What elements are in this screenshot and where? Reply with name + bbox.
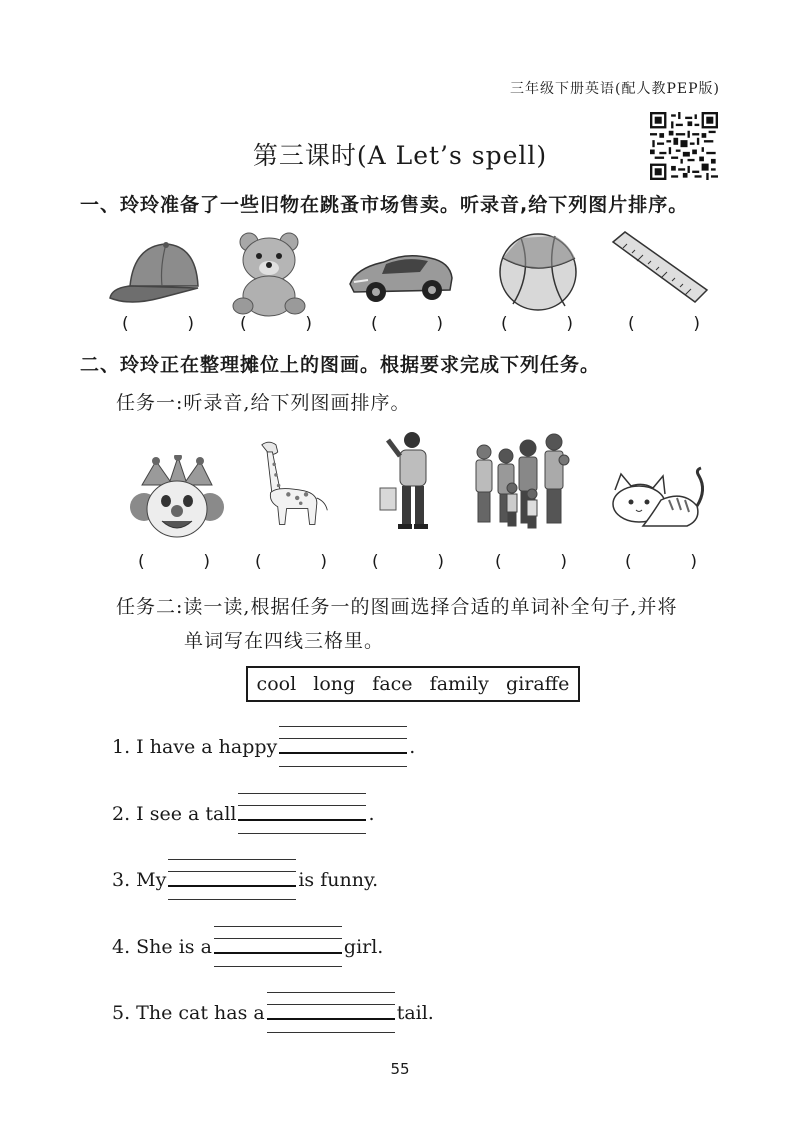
- sentence-text: 5. The cat has a: [112, 1002, 265, 1024]
- answer-parentheses[interactable]: ( ): [255, 552, 327, 572]
- section1-heading: 一、玲玲准备了一些旧物在跳蚤市场售卖。听录音,给下列图片排序。: [80, 194, 689, 216]
- family-icon: [470, 428, 580, 534]
- sentence-row: [112, 791, 375, 837]
- sentence-row: [112, 857, 378, 903]
- answer-parentheses[interactable]: ( ): [628, 314, 700, 334]
- page-number: 55: [390, 1060, 410, 1078]
- answer-parentheses[interactable]: ( ): [501, 314, 573, 334]
- sentence-text-end: .: [409, 736, 416, 758]
- task2-heading: 任务二:读一读,根据任务一的图画选择合适的单词补全句子,并将: [116, 596, 678, 618]
- sentence-text-end: girl.: [343, 936, 384, 958]
- series-note: 三年级下册英语(配人教PEP版): [510, 81, 720, 97]
- sentence-text: 3. My: [112, 869, 167, 891]
- sentence-row: [112, 990, 434, 1036]
- four-line-writing-slot[interactable]: [168, 857, 296, 903]
- four-line-writing-slot[interactable]: [238, 791, 366, 837]
- four-line-writing-slot[interactable]: [279, 724, 407, 770]
- answer-parentheses[interactable]: ( ): [122, 314, 194, 334]
- word-bank-item: long: [313, 673, 356, 695]
- task2-heading-continued: 单词写在四线三格里。: [184, 630, 385, 652]
- task1-heading: 任务一:听录音,给下列图画排序。: [116, 392, 411, 414]
- cool-person-icon: [356, 430, 466, 534]
- clown-face-icon: [122, 455, 232, 547]
- teddy-bear-icon: [213, 228, 323, 320]
- sentence-text-end: .: [368, 803, 375, 825]
- giraffe-icon: [236, 436, 346, 528]
- answer-parentheses[interactable]: ( ): [625, 552, 697, 572]
- sentence-text: 1. I have a happy: [112, 736, 278, 758]
- lesson-title: 第三课时(A Let’s spell): [252, 141, 548, 170]
- answer-parentheses[interactable]: ( ): [495, 552, 567, 572]
- word-bank-item: family: [429, 673, 489, 695]
- answer-parentheses[interactable]: ( ): [371, 314, 443, 334]
- cat-icon: [603, 460, 713, 552]
- ball-icon: [483, 228, 593, 320]
- sentence-text-end: tail.: [396, 1002, 434, 1024]
- sentence-text-end: is funny.: [298, 869, 379, 891]
- cap-icon: [100, 228, 210, 320]
- answer-parentheses[interactable]: ( ): [138, 552, 210, 572]
- toy-car-icon: [346, 228, 456, 320]
- sentence-row: [112, 924, 383, 970]
- word-bank: [246, 666, 580, 702]
- sentence-row: [112, 724, 415, 770]
- sentence-text: 2. I see a tall: [112, 803, 237, 825]
- word-bank-item: giraffe: [506, 673, 570, 695]
- sentence-text: 4. She is a: [112, 936, 212, 958]
- ruler-icon: [603, 228, 713, 320]
- word-bank-item: cool: [256, 673, 297, 695]
- four-line-writing-slot[interactable]: [267, 990, 395, 1036]
- answer-parentheses[interactable]: ( ): [372, 552, 444, 572]
- four-line-writing-slot[interactable]: [214, 924, 342, 970]
- word-bank-item: face: [372, 673, 413, 695]
- section2-heading: 二、玲玲正在整理摊位上的图画。根据要求完成下列任务。: [80, 354, 601, 376]
- answer-parentheses[interactable]: ( ): [240, 314, 312, 334]
